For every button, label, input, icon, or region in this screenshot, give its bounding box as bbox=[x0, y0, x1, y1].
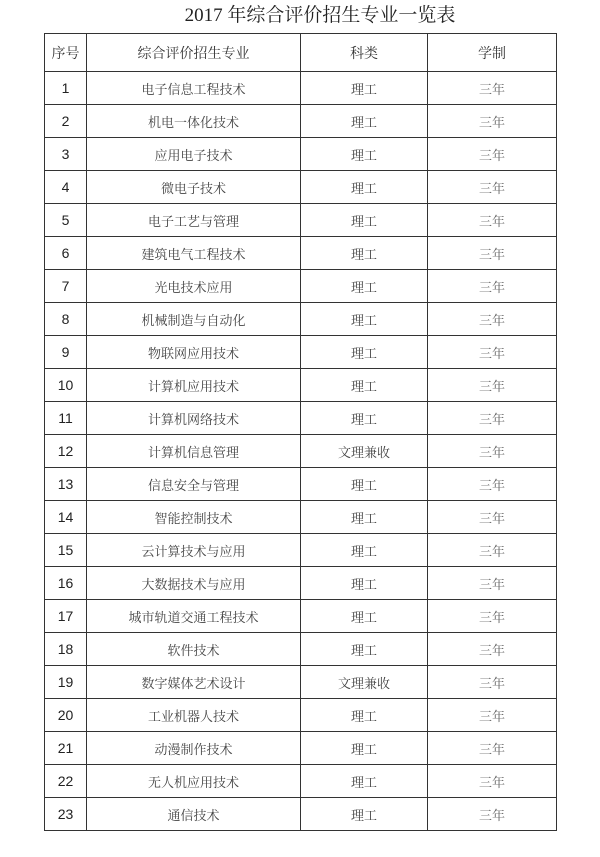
cell-major: 云计算技术与应用 bbox=[87, 534, 301, 567]
cell-index: 12 bbox=[45, 435, 87, 468]
cell-index: 7 bbox=[45, 270, 87, 303]
cell-index: 2 bbox=[45, 105, 87, 138]
cell-index: 19 bbox=[45, 666, 87, 699]
table-row bbox=[45, 171, 557, 204]
cell-major: 数字媒体艺术设计 bbox=[87, 666, 301, 699]
cell-duration: 三年 bbox=[428, 600, 557, 633]
cell-category: 理工 bbox=[301, 336, 428, 369]
cell-category: 理工 bbox=[301, 138, 428, 171]
table-row bbox=[45, 369, 557, 402]
table-row bbox=[45, 204, 557, 237]
cell-category: 理工 bbox=[301, 369, 428, 402]
cell-major: 软件技术 bbox=[87, 633, 301, 666]
table-row bbox=[45, 699, 557, 732]
table-row bbox=[45, 237, 557, 270]
cell-index: 20 bbox=[45, 699, 87, 732]
cell-duration: 三年 bbox=[428, 567, 557, 600]
cell-duration: 三年 bbox=[428, 336, 557, 369]
cell-category: 理工 bbox=[301, 732, 428, 765]
cell-duration: 三年 bbox=[428, 699, 557, 732]
table-row bbox=[45, 468, 557, 501]
cell-category: 理工 bbox=[301, 501, 428, 534]
cell-duration: 三年 bbox=[428, 468, 557, 501]
cell-duration: 三年 bbox=[428, 72, 557, 105]
cell-index: 4 bbox=[45, 171, 87, 204]
table-row bbox=[45, 270, 557, 303]
cell-major: 建筑电气工程技术 bbox=[87, 237, 301, 270]
cell-duration: 三年 bbox=[428, 501, 557, 534]
cell-category: 理工 bbox=[301, 798, 428, 831]
cell-major: 机械制造与自动化 bbox=[87, 303, 301, 336]
cell-index: 13 bbox=[45, 468, 87, 501]
cell-major: 电子工艺与管理 bbox=[87, 204, 301, 237]
table-row bbox=[45, 336, 557, 369]
cell-category: 理工 bbox=[301, 468, 428, 501]
cell-major: 无人机应用技术 bbox=[87, 765, 301, 798]
cell-duration: 三年 bbox=[428, 138, 557, 171]
table-row bbox=[45, 798, 557, 831]
cell-major: 信息安全与管理 bbox=[87, 468, 301, 501]
table-row bbox=[45, 732, 557, 765]
cell-major: 光电技术应用 bbox=[87, 270, 301, 303]
cell-major: 城市轨道交通工程技术 bbox=[87, 600, 301, 633]
cell-major: 电子信息工程技术 bbox=[87, 72, 301, 105]
cell-category: 理工 bbox=[301, 72, 428, 105]
cell-category: 理工 bbox=[301, 171, 428, 204]
majors-table bbox=[44, 33, 557, 831]
cell-category: 理工 bbox=[301, 402, 428, 435]
cell-duration: 三年 bbox=[428, 204, 557, 237]
table-row bbox=[45, 534, 557, 567]
table-row bbox=[45, 435, 557, 468]
cell-major: 智能控制技术 bbox=[87, 501, 301, 534]
cell-duration: 三年 bbox=[428, 402, 557, 435]
cell-index: 15 bbox=[45, 534, 87, 567]
cell-index: 16 bbox=[45, 567, 87, 600]
cell-category: 理工 bbox=[301, 303, 428, 336]
cell-index: 18 bbox=[45, 633, 87, 666]
cell-index: 22 bbox=[45, 765, 87, 798]
header-category: 科类 bbox=[301, 34, 428, 72]
cell-duration: 三年 bbox=[428, 237, 557, 270]
table-row bbox=[45, 765, 557, 798]
cell-category: 理工 bbox=[301, 105, 428, 138]
table-row bbox=[45, 72, 557, 105]
cell-category: 理工 bbox=[301, 633, 428, 666]
cell-index: 8 bbox=[45, 303, 87, 336]
cell-major: 计算机应用技术 bbox=[87, 369, 301, 402]
cell-category: 理工 bbox=[301, 237, 428, 270]
cell-index: 23 bbox=[45, 798, 87, 831]
cell-category: 理工 bbox=[301, 765, 428, 798]
cell-major: 物联网应用技术 bbox=[87, 336, 301, 369]
cell-category: 理工 bbox=[301, 270, 428, 303]
cell-duration: 三年 bbox=[428, 435, 557, 468]
cell-major: 机电一体化技术 bbox=[87, 105, 301, 138]
header-duration: 学制 bbox=[428, 34, 557, 72]
cell-major: 计算机网络技术 bbox=[87, 402, 301, 435]
cell-index: 1 bbox=[45, 72, 87, 105]
cell-duration: 三年 bbox=[428, 798, 557, 831]
header-index: 序号 bbox=[45, 34, 87, 72]
cell-index: 21 bbox=[45, 732, 87, 765]
cell-major: 大数据技术与应用 bbox=[87, 567, 301, 600]
cell-index: 11 bbox=[45, 402, 87, 435]
table-row bbox=[45, 138, 557, 171]
cell-duration: 三年 bbox=[428, 369, 557, 402]
cell-index: 10 bbox=[45, 369, 87, 402]
cell-duration: 三年 bbox=[428, 534, 557, 567]
cell-duration: 三年 bbox=[428, 303, 557, 336]
table-row bbox=[45, 501, 557, 534]
header-major: 综合评价招生专业 bbox=[87, 34, 301, 72]
cell-duration: 三年 bbox=[428, 105, 557, 138]
cell-duration: 三年 bbox=[428, 633, 557, 666]
table-row bbox=[45, 303, 557, 336]
cell-duration: 三年 bbox=[428, 732, 557, 765]
cell-index: 6 bbox=[45, 237, 87, 270]
cell-major: 微电子技术 bbox=[87, 171, 301, 204]
cell-major: 通信技术 bbox=[87, 798, 301, 831]
cell-index: 5 bbox=[45, 204, 87, 237]
cell-category: 文理兼收 bbox=[301, 435, 428, 468]
cell-index: 3 bbox=[45, 138, 87, 171]
cell-category: 理工 bbox=[301, 567, 428, 600]
cell-index: 9 bbox=[45, 336, 87, 369]
cell-duration: 三年 bbox=[428, 666, 557, 699]
cell-category: 理工 bbox=[301, 699, 428, 732]
cell-category: 理工 bbox=[301, 204, 428, 237]
cell-major: 应用电子技术 bbox=[87, 138, 301, 171]
cell-duration: 三年 bbox=[428, 171, 557, 204]
cell-category: 理工 bbox=[301, 534, 428, 567]
table-row bbox=[45, 666, 557, 699]
cell-index: 14 bbox=[45, 501, 87, 534]
cell-duration: 三年 bbox=[428, 270, 557, 303]
table-row bbox=[45, 105, 557, 138]
cell-major: 工业机器人技术 bbox=[87, 699, 301, 732]
cell-category: 文理兼收 bbox=[301, 666, 428, 699]
cell-major: 动漫制作技术 bbox=[87, 732, 301, 765]
table-row bbox=[45, 600, 557, 633]
table-row bbox=[45, 633, 557, 666]
table-row bbox=[45, 402, 557, 435]
cell-major: 计算机信息管理 bbox=[87, 435, 301, 468]
cell-category: 理工 bbox=[301, 600, 428, 633]
table-row bbox=[45, 567, 557, 600]
cell-duration: 三年 bbox=[428, 765, 557, 798]
table-header-row bbox=[45, 34, 557, 72]
document-title: 2017 年综合评价招生专业一览表 bbox=[184, 5, 456, 26]
cell-index: 17 bbox=[45, 600, 87, 633]
